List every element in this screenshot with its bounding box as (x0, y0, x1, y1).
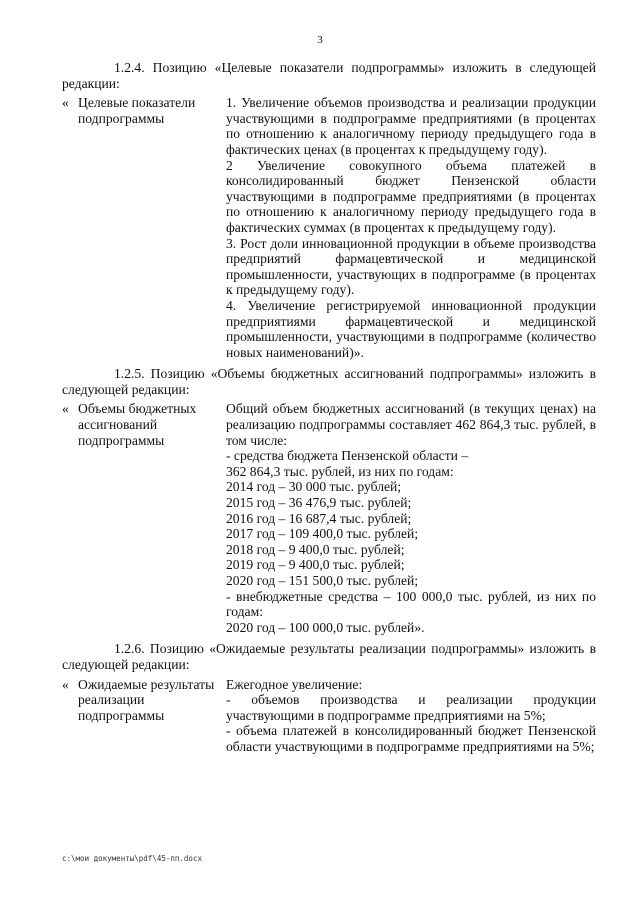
page-number: 3 (317, 34, 323, 46)
list-item: 2020 год – 100 000,0 тыс. рублей». (226, 619, 425, 635)
list-item: 2015 год – 36 476,9 тыс. рублей; (226, 495, 412, 511)
document-body (62, 60, 596, 761)
list-item: 1. Увеличение объемов производства и реализации продукции участвующими в подпрограмме предприятиями (в процентах по отношению к аналогичному периоду предыдущего года в фактических ценах (в процентах к предыдущему году). (226, 95, 596, 157)
section-heading-1-2-4: 1.2.4. Позицию «Целевые показатели подпрограммы» изложить в следующей редакции: (62, 60, 596, 91)
list-item: 2020 год – 151 500,0 тыс. рублей; (226, 573, 419, 588)
section-table-1-2-4 (62, 95, 596, 360)
list-item: - средства бюджета Пензенской области – (226, 448, 469, 464)
position-label: Объемы бюджетных ассигнований подпрограммы (78, 401, 197, 448)
list-item: 4. Увеличение регистрируемой инновационной продукции предприятиями фармацевтической и медицинской промышленности, участвующими в подпрограмме (количество новых наименований)». (226, 297, 596, 360)
section-heading-1-2-6: 1.2.6. Позицию «Ожидаемые результаты реализации подпрограммы» изложить в следующей редакции: (62, 641, 596, 672)
section-table-1-2-6 (62, 677, 596, 755)
file-path-footer: c:\мои документы\pdf\45-пп.docx (62, 854, 202, 863)
list-item: 2016 год – 16 687,4 тыс. рублей; (226, 510, 412, 526)
list-item: Общий объем бюджетных ассигнований (в текущих ценах) на реализацию подпрограммы составляет 462 864,3 тыс. рублей, в том числе: (226, 401, 596, 448)
list-item: 2018 год – 9 400,0 тыс. рублей; (226, 541, 405, 557)
section-heading-1-2-5: 1.2.5. Позицию «Объемы бюджетных ассигнований подпрограммы» изложить в следующей редакции: (62, 366, 596, 397)
list-item: - объема платежей в консолидированный бюджет Пензенской области участвующими в подпрограмме предприятиями на 5%; (226, 723, 596, 754)
position-label: Ожидаемые результаты реализации подпрограммы (78, 676, 215, 723)
position-content (226, 677, 596, 755)
list-item: - внебюджетные средства – 100 000,0 тыс. рублей, из них по годам: (226, 588, 596, 620)
list-item: - объемов производства и реализации продукции участвующими в подпрограмме предприятиями на 5%; (226, 692, 596, 723)
position-content (226, 95, 596, 360)
open-quote: « (62, 676, 69, 692)
position-label: Целевые показатели подпрограммы (78, 95, 196, 126)
list-item: 362 864,3 тыс. рублей, из них по годам: (226, 463, 454, 479)
list-item: 2019 год – 9 400,0 тыс. рублей; (226, 557, 405, 573)
open-quote: « (62, 95, 69, 111)
list-item: 2 Увеличение совокупного объема платежей в консолидированный бюджет Пензенской области участвующими в подпрограмме предприятиями (в процентах по отношению к аналогичному периоду предыдущего года в фактических суммах (в процентах к предыдущему году). (226, 157, 596, 235)
open-quote: « (62, 401, 69, 417)
list-item: 2017 год – 109 400,0 тыс. рублей; (226, 526, 419, 542)
list-item: 3. Рост доли инновационной продукции в объеме производства предприятий фармацевтической и медицинской промышленности, участвующих в подпрограмме (в процентах к предыдущему году). (226, 235, 596, 298)
list-item: 2014 год – 30 000 тыс. рублей; (226, 479, 402, 495)
list-item: Ежегодное увеличение: (226, 676, 363, 692)
section-table-1-2-5 (62, 401, 596, 635)
position-content (226, 401, 596, 635)
